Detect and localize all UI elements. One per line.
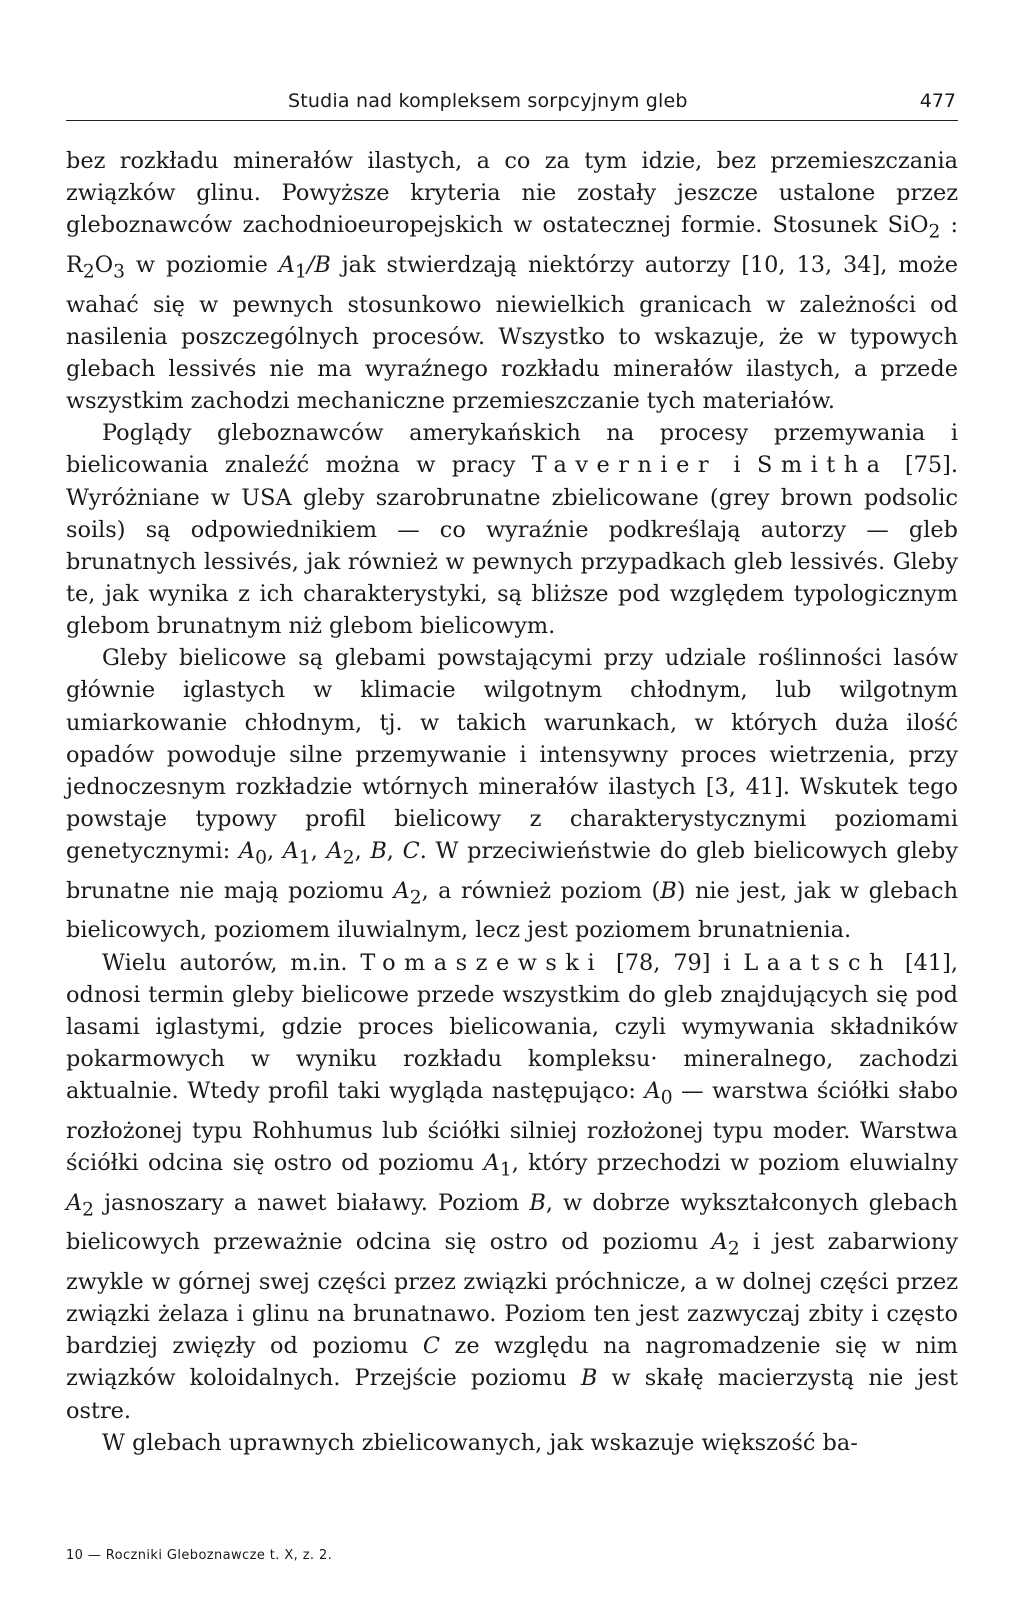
text-run: , który przechodzi w poziom eluwialny <box>511 1150 959 1177</box>
paragraph-1 <box>66 145 958 417</box>
text-run: , <box>386 838 403 865</box>
horizon-symbol: /B <box>306 251 331 278</box>
text-run: , a również poziom ( <box>421 877 661 904</box>
text-run: [75]. Wyróżniane w USA gleby szarobrunatne zbielicowane (grey brown podsolic soils) są odpowiednikiem — co wyraźnie podkreślają autorzy — gleb brunatnych lessivés, jak również w pewnych przypadkach gleb lessivés. Gleby te, jak wynika z ich charakterystyki, są bliższe pod względem typologicznym glebom brunatnym niż glebom bielicowym. <box>66 452 959 640</box>
text-run: ) nie jest, jak w glebach bielicowych, poziomem iluwialnym, lecz jest poziomem brunatnienia. <box>66 877 958 944</box>
author-name: Tavernier <box>531 452 718 479</box>
text-run: , <box>310 838 327 865</box>
subscript: 2 <box>82 261 95 283</box>
author-name: Tomaszewski <box>360 949 604 976</box>
running-title: Studia nad kompleksem sorpcyjnym gleb <box>288 90 688 112</box>
subscript: 3 <box>113 261 125 283</box>
text-run: Gleby bielicowe są glebami powstającymi przy udziale roślinności lasów głównie iglastych w klimacie wilgotnym chłodnym, lub wilgotnym umiarkowanie chłodnym, tj. w takich warunkach, w których duża ilość opadów powoduje silne przemywanie i intensywny proces wietrzenia, przy jednoczesnym rozkładzie wtórnych minerałów ilastych [3, 41]. Wskutek tego powstaje typowy profil bielicowy z charakterystycznymi poziomami genetycznymi: <box>66 645 958 865</box>
subscript: 1 <box>298 847 311 869</box>
text-run: — warstwa ściółki słabo rozłożonej typu Rohhumus lub ściółki silniej rozłożonej typu moder. Warstwa ściółki odcina się ostro od poziomu <box>66 1078 959 1177</box>
author-name: Smitha <box>756 452 889 479</box>
horizon-symbol: A <box>278 251 295 278</box>
horizon-symbol: A <box>644 1078 661 1105</box>
page-header <box>66 84 958 121</box>
text-run: i <box>717 452 757 479</box>
subscript: 0 <box>660 1087 673 1109</box>
horizon-symbol: A <box>66 1189 83 1216</box>
paragraph-3 <box>66 642 958 946</box>
paragraph-5 <box>66 1427 958 1459</box>
horizon-symbol: A <box>711 1229 728 1256</box>
text-run: Poglądy gleboznawców amerykańskich na procesy przemywania i bielicowania znaleźć można w pracy <box>66 420 958 479</box>
horizon-symbol: A <box>393 877 410 904</box>
text-run: , <box>354 838 371 865</box>
horizon-symbol: B <box>580 1365 598 1392</box>
horizon-symbol: C <box>422 1333 440 1360</box>
text-run: jak stwierdzają niektórzy autorzy [10, 13, 34], może wahać się w pewnych stosunkowo niewielkich granicach w zależności od nasilenia poszczególnych procesów. Wszystko to wskazuje, że w typowych glebach lessivés nie ma wyraźnego rozkładu minerałów ilastych, a przede wszystkim zachodzi mechaniczne przemieszczanie tych materiałów. <box>66 251 958 415</box>
page-footnote: 10 — Roczniki Gleboznawcze t. X, z. 2. <box>66 1548 333 1563</box>
text-run: O <box>94 251 114 278</box>
subscript: 2 <box>727 1238 740 1260</box>
body-text <box>66 145 958 1459</box>
horizon-symbol: C <box>402 838 420 865</box>
text-run: bez rozkładu minerałów ilastych, a co za tym idzie, bez przemieszczania związków glinu. Powyższe kryteria nie zostały jeszcze ustalone przez gleboznawców zachodnioeuropejskich w ostatecznej formie. Stosunek SiO <box>66 148 958 239</box>
horizon-symbol: A <box>282 838 299 865</box>
author-name: Laatsch <box>743 949 893 976</box>
text-run: jasnoszary a nawet białawy. Poziom <box>94 1189 530 1216</box>
text-run: w skałę macierzystą nie jest ostre. <box>66 1365 959 1424</box>
horizon-symbol: B <box>529 1189 546 1216</box>
horizon-symbol: A <box>326 838 343 865</box>
horizon-symbol: B <box>370 838 387 865</box>
text-run: W glebach uprawnych zbielicowanych, jak wskazuje większość ba- <box>102 1429 858 1456</box>
subscript: 2 <box>342 847 355 869</box>
text-run: Wielu autorów, m.in. <box>102 949 361 976</box>
subscript: 1 <box>294 261 307 283</box>
paragraph-4 <box>66 947 958 1427</box>
text-run: [41], odnosi termin gleby bielicowe przede wszystkim do gleb znajdujących się pod lasami iglastymi, gdzie proces bielicowania, czyli wymywania składników pokarmowych w wyniku rozkładu kompleksu· mineralnego, zachodzi aktualnie. Wtedy profil taki wygląda następująco: <box>66 949 958 1105</box>
horizon-symbol: A <box>483 1150 500 1177</box>
text-run: w poziomie <box>124 251 279 278</box>
subscript: 2 <box>928 221 941 243</box>
page-number: 477 <box>919 90 956 112</box>
subscript: 2 <box>82 1199 95 1221</box>
text-run: [78, 79] i <box>603 949 744 976</box>
subscript: 2 <box>409 887 422 909</box>
horizon-symbol: B <box>660 877 677 904</box>
text-run: , w dobrze wykształconych glebach bielicowych przeważnie odcina się ostro od poziomu <box>66 1189 958 1256</box>
horizon-symbol: A <box>238 838 256 865</box>
text-run: : R <box>66 212 958 278</box>
text-run: , <box>266 838 283 865</box>
subscript: 1 <box>499 1159 512 1181</box>
text-run: ze względu na nagromadzenie się w nim związków koloidalnych. Przejście poziomu <box>66 1333 959 1392</box>
text-run: . W przeciwieństwie do gleb bielicowych gleby brunatne nie mają poziomu <box>66 838 958 904</box>
subscript: 0 <box>255 847 267 869</box>
text-run: i jest zabarwiony zwykle w górnej swej części przez związki próchnicze, a w dolnej części przez związki żelaza i glinu na brunatnawo. Poziom ten jest zazwyczaj zbity i często bardziej zwięzły od poziomu <box>66 1229 959 1360</box>
paragraph-2 <box>66 417 958 642</box>
